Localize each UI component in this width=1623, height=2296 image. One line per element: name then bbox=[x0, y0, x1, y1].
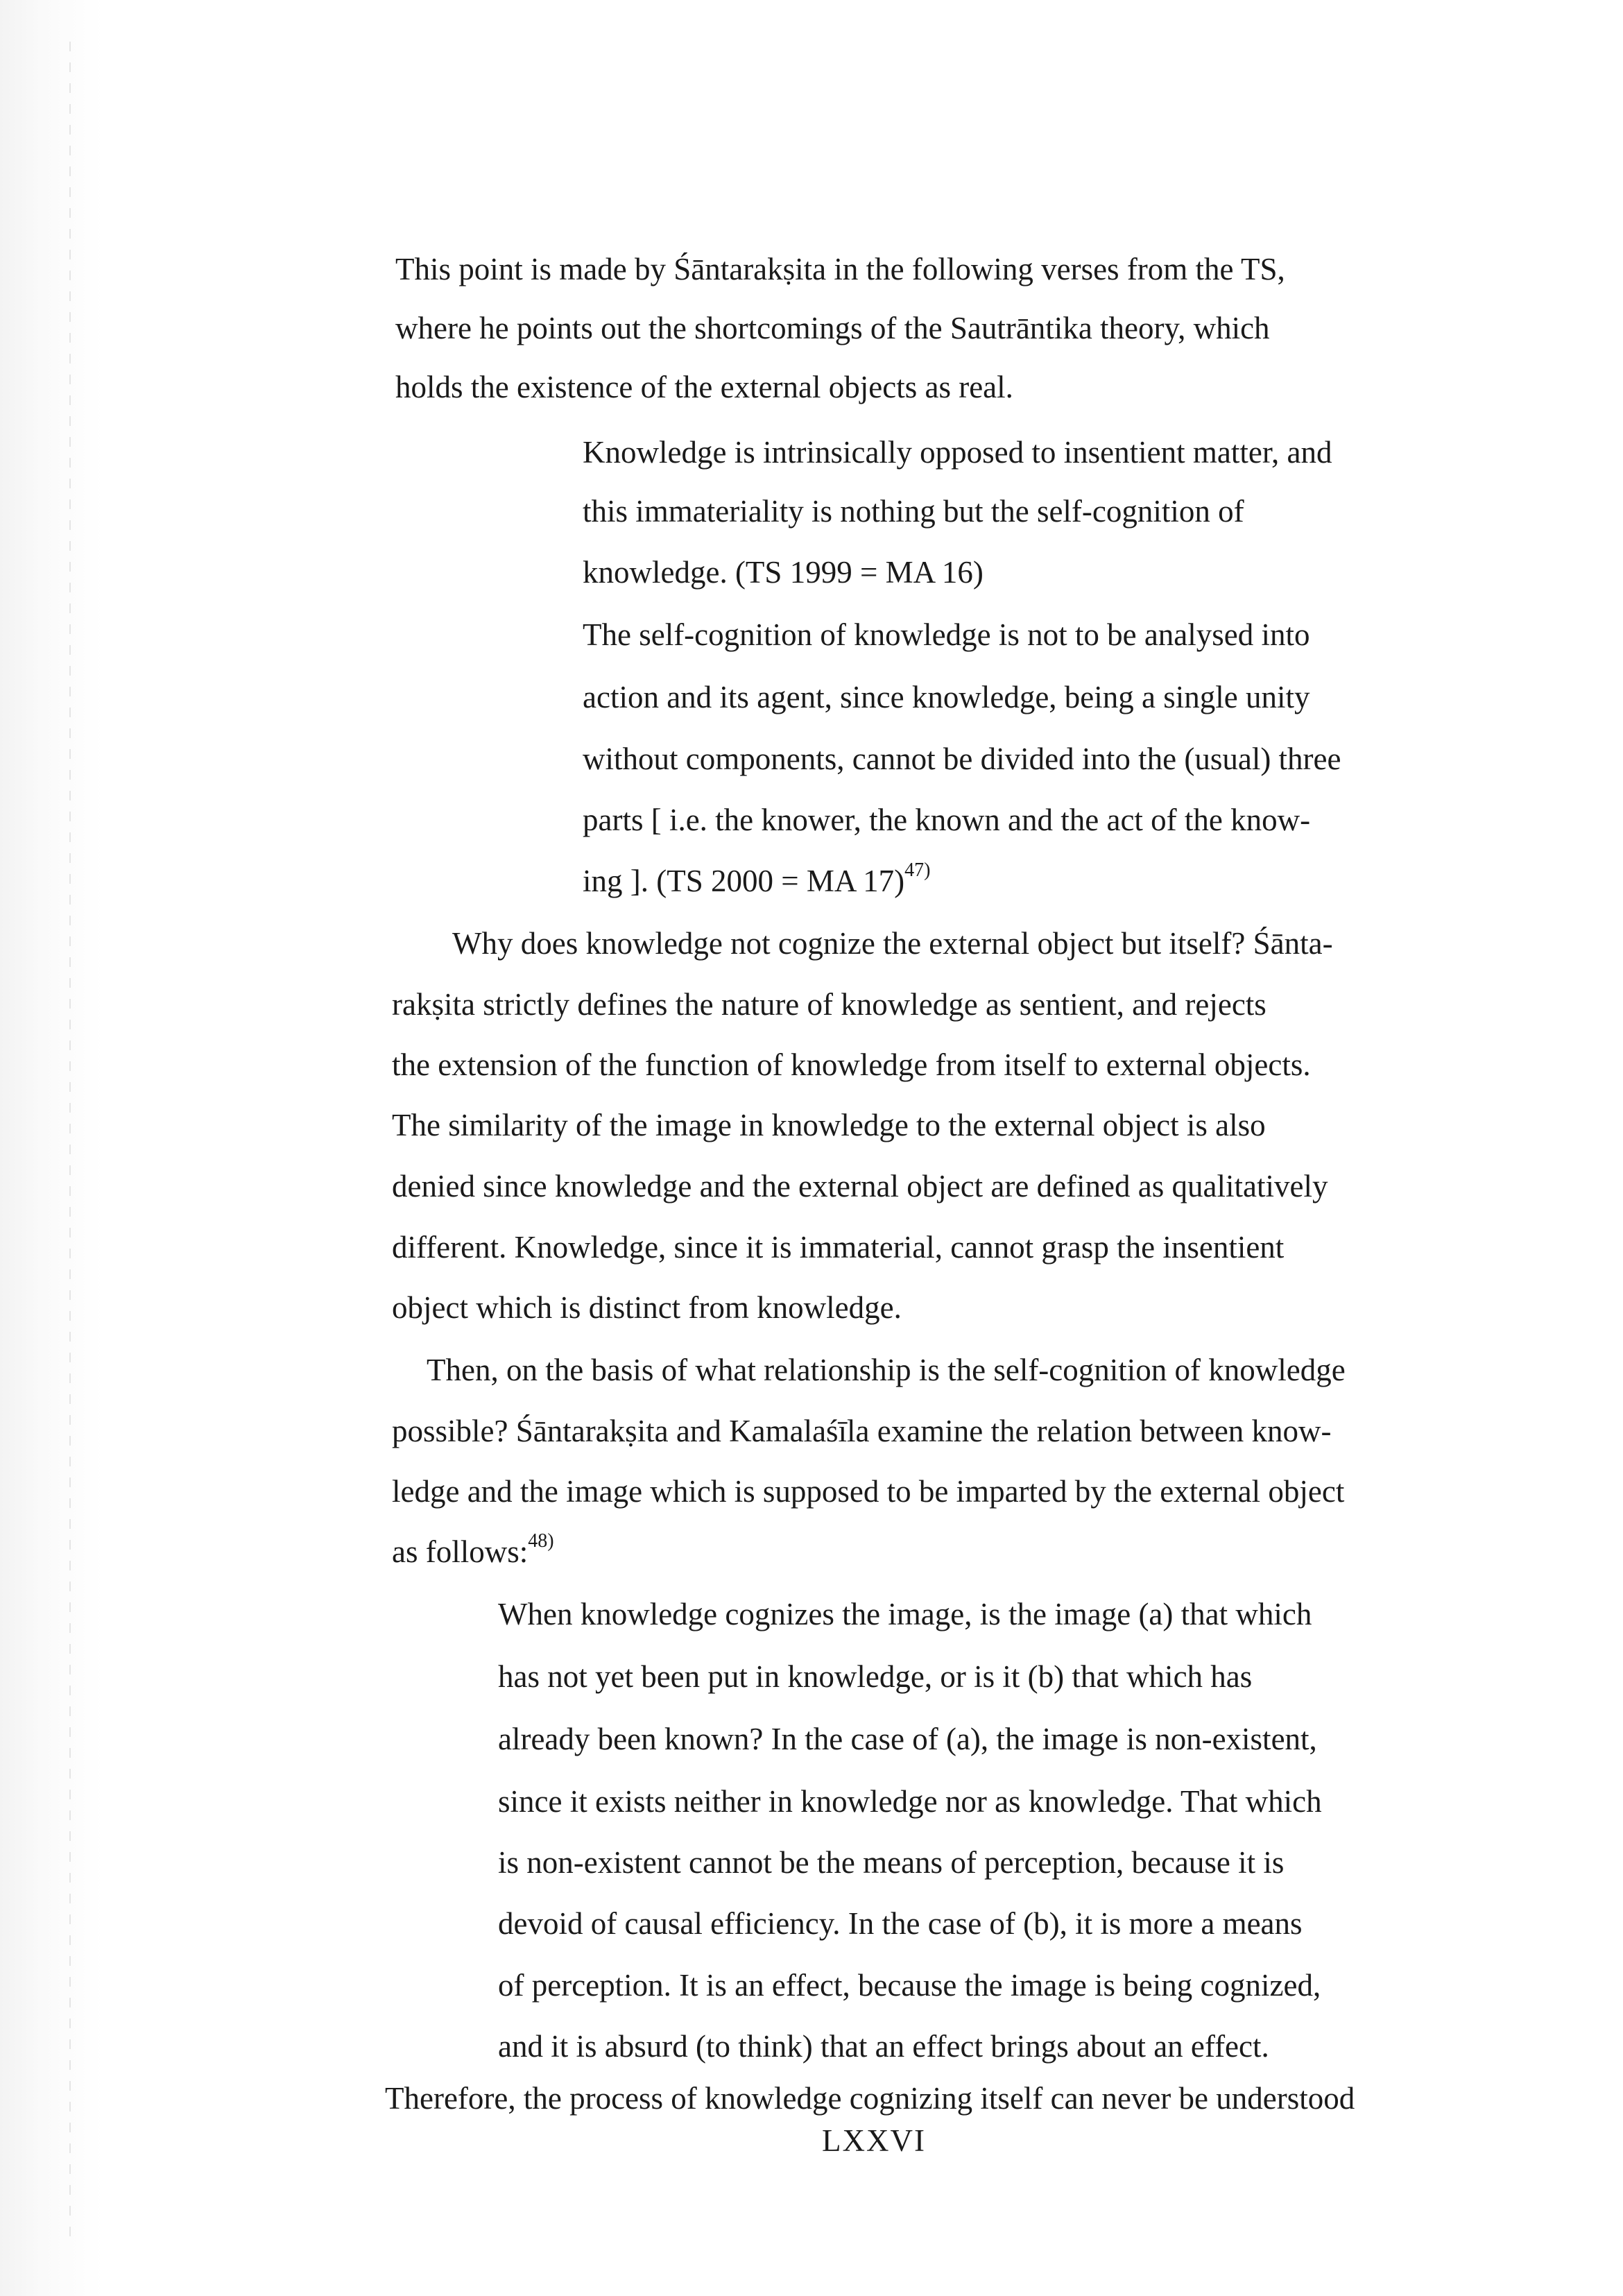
para3-line-3: ledge and the image which is supposed to be imparted by the external object bbox=[392, 1474, 1345, 1509]
footnote-48: 48) bbox=[528, 1530, 554, 1552]
intro-line-1: This point is made by Śāntarakṣita in the following verses from the TS, bbox=[395, 252, 1285, 286]
intro-line-3: holds the existence of the external objects as real. bbox=[395, 370, 1013, 404]
para2-line-6: different. Knowledge, since it is immaterial, cannot grasp the insentient bbox=[392, 1230, 1285, 1265]
quote1-line-5: action and its agent, since knowledge, being a single unity bbox=[583, 680, 1310, 714]
para2-line-3: the extension of the function of knowledge from itself to external objects. bbox=[392, 1047, 1311, 1082]
para3-line-2: possible? Śāntarakṣita and Kamalaśīla examine the relation between know- bbox=[392, 1414, 1332, 1448]
scan-edge bbox=[0, 0, 104, 2296]
para2-line-7: object which is distinct from knowledge. bbox=[392, 1290, 902, 1325]
quote1-last-text: ing ]. (TS 2000 = MA 17) bbox=[583, 864, 905, 898]
para2-line-1: Why does knowledge not cognize the external object but itself? Śānta- bbox=[452, 926, 1333, 961]
quote2-line-8: and it is absurd (to think) that an effect brings about an effect. bbox=[498, 2029, 1269, 2064]
quote2-line-5: is non-existent cannot be the means of perception, because it is bbox=[498, 1845, 1285, 1880]
quote2-line-4: since it exists neither in knowledge nor as knowledge. That which bbox=[498, 1784, 1322, 1819]
para2-line-4: The similarity of the image in knowledge to the external object is also bbox=[392, 1108, 1266, 1142]
para3-last-text: as follows: bbox=[392, 1534, 529, 1569]
quote2-line-6: devoid of causal efficiency. In the case of (b), it is more a means bbox=[498, 1906, 1303, 1941]
quote1-line-3: knowledge. (TS 1999 = MA 16) bbox=[583, 555, 984, 590]
page-number: LXXVI bbox=[822, 2123, 926, 2158]
para3-line-1: Then, on the basis of what relationship is the self-cognition of knowledge bbox=[427, 1353, 1346, 1387]
quote1-line-7: parts [ i.e. the knower, the known and the act of the know- bbox=[583, 803, 1311, 837]
quote2-line-3: already been known? In the case of (a), the image is non-existent, bbox=[498, 1722, 1317, 1756]
quote2-line-1: When knowledge cognizes the image, is the image (a) that which bbox=[498, 1597, 1312, 1631]
quote2-line-7: of perception. It is an effect, because the image is being cognized, bbox=[498, 1968, 1321, 2003]
para2-line-2: rakṣita strictly defines the nature of knowledge as sentient, and rejects bbox=[392, 987, 1266, 1022]
quote2-line-2: has not yet been put in knowledge, or is it (b) that which has bbox=[498, 1659, 1253, 1694]
quote1-line-1: Knowledge is intrinsically opposed to insentient matter, and bbox=[583, 435, 1332, 470]
para3-line-4 bbox=[392, 1531, 554, 1573]
intro-line-2: where he points out the shortcomings of the Sautrāntika theory, which bbox=[395, 311, 1270, 345]
quote1-line-4: The self-cognition of knowledge is not to be analysed into bbox=[583, 617, 1310, 652]
quote1-line-2: this immateriality is nothing but the self-cognition of bbox=[583, 494, 1244, 529]
footnote-47: 47) bbox=[904, 859, 931, 881]
quote1-line-8 bbox=[583, 860, 930, 902]
quote1-line-6: without components, cannot be divided into the (usual) three bbox=[583, 742, 1341, 776]
para2-line-5: denied since knowledge and the external object are defined as qualitatively bbox=[392, 1169, 1328, 1203]
closing-line: Therefore, the process of knowledge cognizing itself can never be understood bbox=[385, 2081, 1355, 2116]
